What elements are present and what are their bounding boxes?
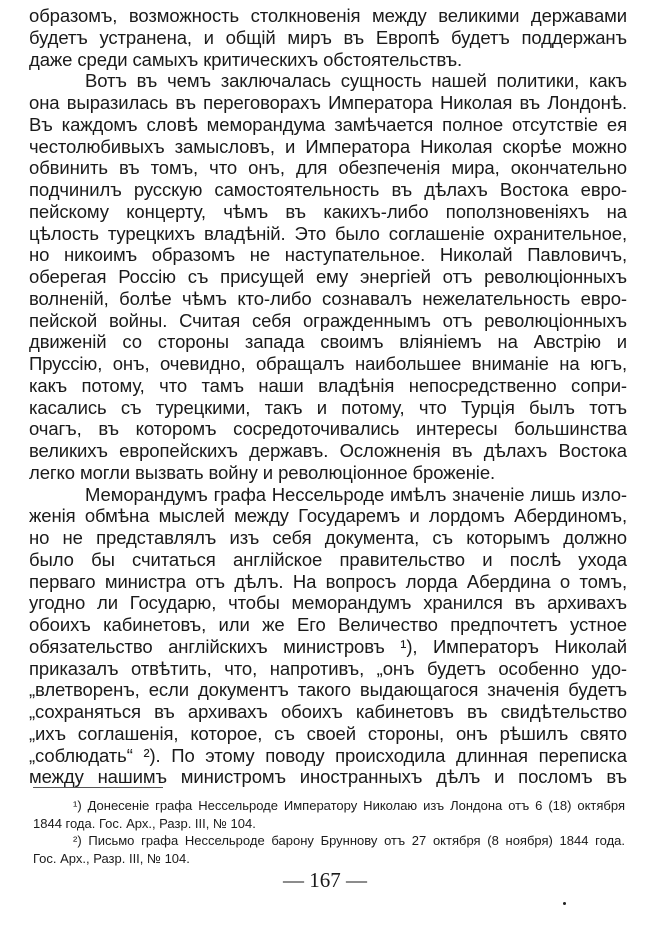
page-number: — 167 — — [283, 868, 367, 892]
paragraph-line: пейскому концерту, чѣмъ въ какихъ-либо поползновеніяхъ на — [29, 200, 627, 222]
paragraph-line: обоихъ кабинетовъ, или же Его Величество предпочтетъ устное — [29, 614, 627, 635]
paragraph-line: женія обмѣна мыслей между Государемъ и лордомъ Абердиномъ, — [29, 505, 627, 527]
body-text — [29, 5, 627, 788]
print-speck — [563, 902, 566, 905]
paragraph-line: цѣлость турецкихъ владѣній. Это было соглашеніе охранительное, — [29, 222, 627, 244]
paragraph-line: перваго министра отъ дѣлъ. На вопросъ лорда Абердина о томъ, — [29, 570, 627, 592]
paragraph-line: очагъ, въ которомъ сосредоточивались интересы большинства — [29, 418, 627, 440]
paragraph-line: но никоимъ образомъ не наступательное. Николай Павловичъ, — [29, 244, 627, 266]
paragraph-line: обязательство англійскихъ министровъ ¹), Императоръ Николай — [29, 635, 627, 657]
footnote-divider — [33, 787, 163, 788]
paragraph-line: обвинить въ томъ, что онъ, для обезпеченія мира, окончательно — [29, 157, 627, 179]
paragraph-line: „влетворенъ, если документъ такого выдающагося значенія будетъ — [29, 679, 627, 701]
paragraph-line: она выразилась въ переговорахъ Императора Николая въ Лондонѣ. — [29, 92, 627, 113]
paragraph-line: угодно ли Государю, чтобы меморандумъ хранился въ архивахъ — [29, 592, 627, 614]
footnotes — [33, 797, 625, 867]
paragraph-line: „сохраняться въ архивахъ обоихъ кабинетовъ въ свидѣтельство — [29, 701, 627, 722]
paragraph-line: волненій, болѣе чѣмъ кто-либо сознавалъ нежелательность евро- — [29, 287, 627, 309]
paragraph-line: образомъ, возможность столкновенія между великими державами — [29, 5, 627, 26]
paragraph-line: пейской войны. Считая себя огражденнымъ отъ революціонныхъ — [29, 309, 627, 331]
paragraph-line: движеній со стороны запада своимъ вліяніемъ на Австрію и — [29, 331, 627, 353]
paragraph-line: будетъ устранена, и общій миръ въ Европѣ будетъ поддержанъ — [29, 26, 627, 48]
paragraph-line: „соблюдать“ ²). По этому поводу происходила длинная переписка — [29, 744, 627, 766]
paragraph-line: какъ потому, что тамъ наши владѣнія непосредственно сопри- — [29, 374, 627, 396]
paragraph-line: „ихъ соглашенія, которое, съ своей стороны, онъ рѣшилъ свято — [29, 722, 627, 744]
paragraph-line: Меморандумъ графа Нессельроде имѣлъ значеніе лишь изло- — [85, 483, 627, 505]
paragraph-line: было бы считаться англійское правительство и послѣ ухода — [29, 548, 627, 570]
footnote-line: ¹) Донесеніе графа Нессельроде Императору Николаю изъ Лондона отъ 6 (18) октября — [73, 798, 625, 813]
paragraph-line: подчинилъ русскую самостоятельность въ дѣлахъ Востока евро- — [29, 179, 627, 200]
paragraph-line: но не представлялъ изъ себя документа, съ которымъ должно — [29, 527, 627, 548]
paragraph-line: касались съ турецкими, такъ и потому, что Турція былъ тотъ — [29, 396, 627, 418]
footnote-line: Гос. Арх., Разр. III, № 104. — [33, 850, 190, 866]
footnote-line: 1844 года. Гос. Арх., Разр. III, № 104. — [33, 815, 256, 831]
paragraph-line: Въ каждомъ словѣ меморандума замѣчается полное отсутствіе ея — [29, 113, 627, 135]
paragraph-line: Пруссію, онъ, очевидно, обращалъ наибольшее вниманіе на югъ, — [29, 353, 627, 374]
paragraph-line: легко могли вызвать войну и революціонное броженіе. — [29, 461, 496, 483]
paragraph-line: даже среди самыхъ критическихъ обстоятельствъ. — [29, 48, 463, 70]
paragraph-line: приказалъ отвѣтить, что, напротивъ, „онъ будетъ особенно удо- — [29, 657, 627, 679]
paragraph-line: между нашимъ министромъ иностранныхъ дѣлъ и посломъ въ — [29, 766, 627, 788]
paragraph-line: оберегая Россію съ присущей ему энергіей отъ революціонныхъ — [29, 266, 627, 287]
footnote-line: ²) Письмо графа Нессельроде барону Бруннову отъ 27 октября (8 ноября) 1844 года. — [73, 833, 625, 848]
paragraph-line: великихъ европейскихъ державъ. Осложненія въ дѣлахъ Востока — [29, 440, 627, 461]
paragraph-line: честолюбивыхъ замысловъ, и Императора Николая скорѣе можно — [29, 135, 627, 157]
paragraph-line: Вотъ въ чемъ заключалась сущность нашей политики, какъ — [85, 70, 627, 92]
